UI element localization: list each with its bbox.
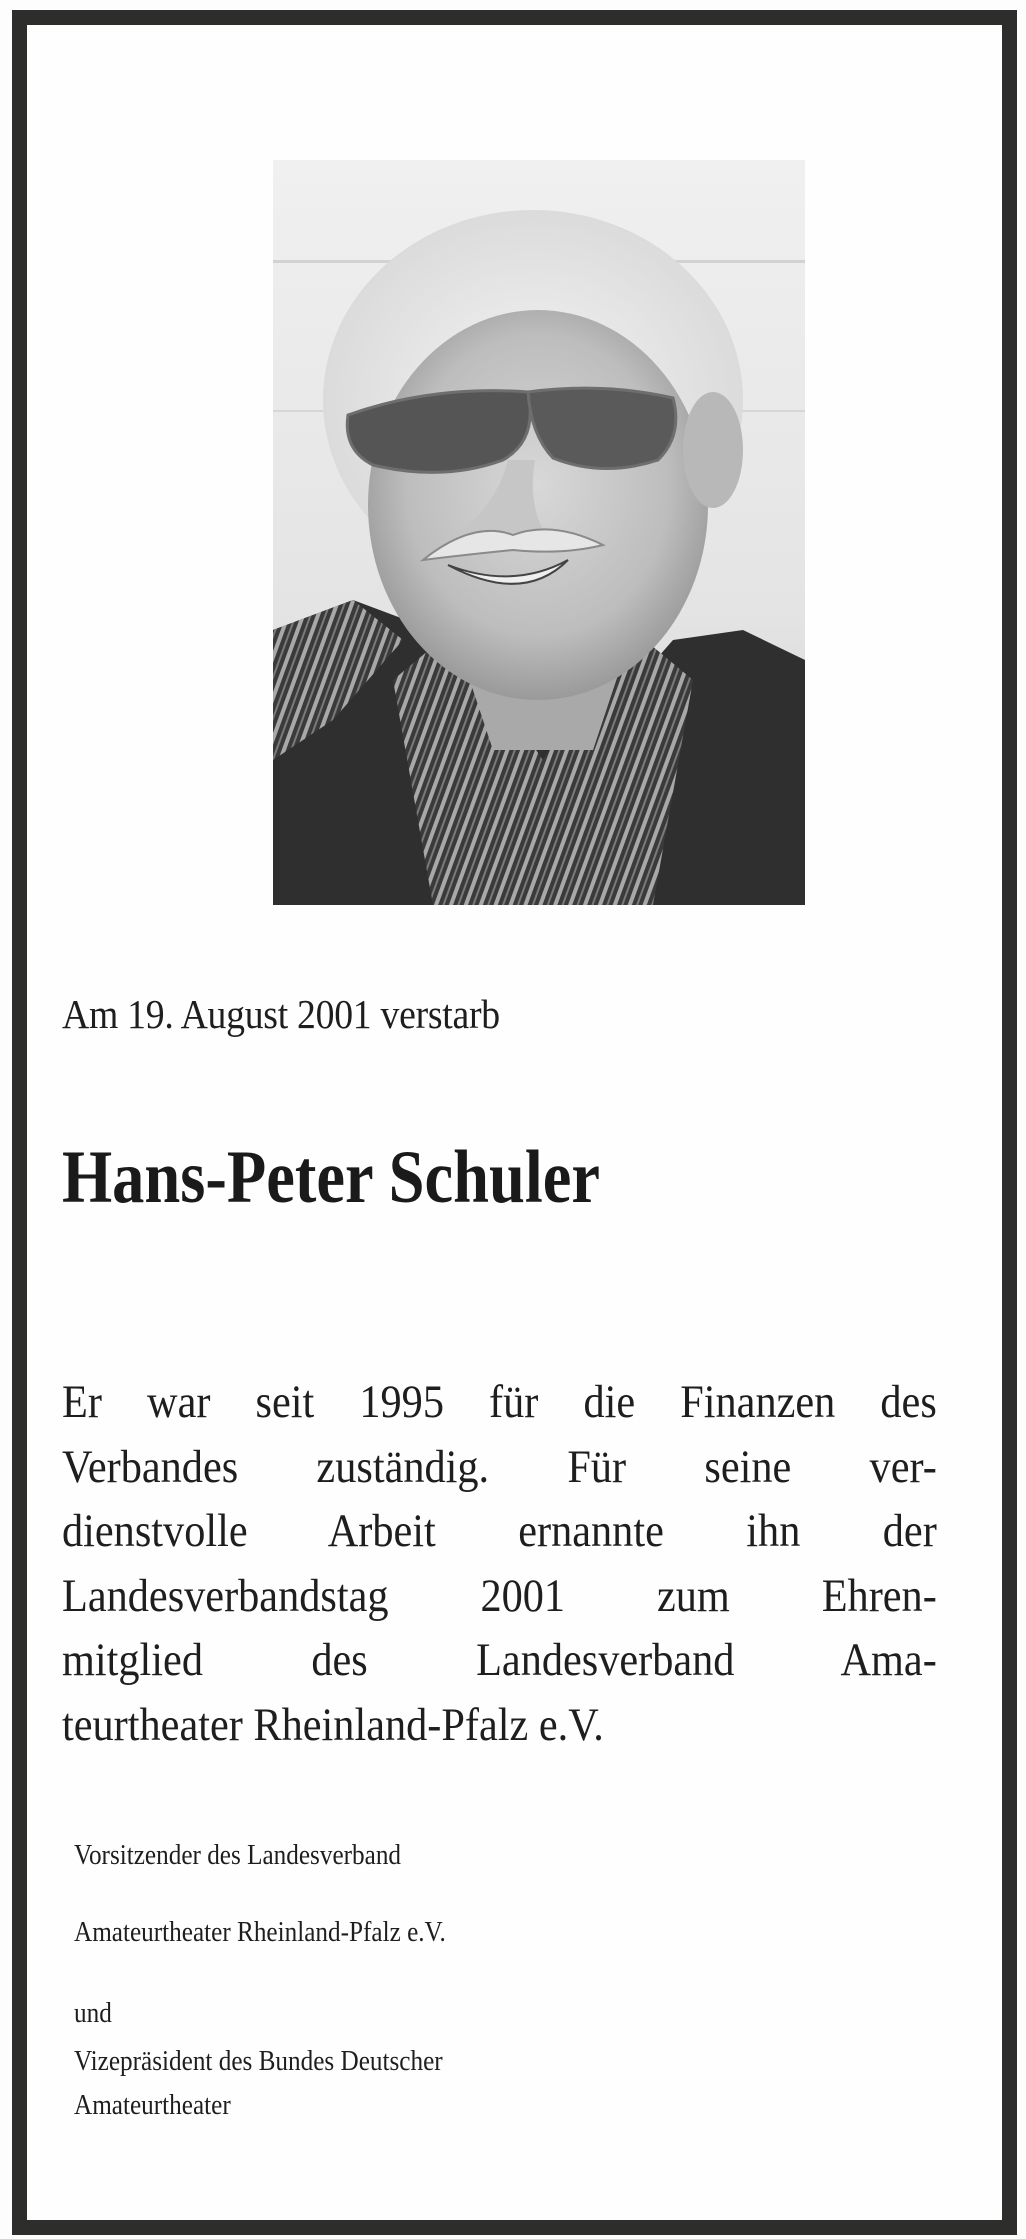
deceased-name: Hans-Peter Schuler: [62, 1136, 601, 1219]
signature-line: Amateurtheater Rheinland-Pfalz e.V.: [74, 1917, 446, 1948]
portrait-image-icon: [273, 160, 805, 905]
biography-paragraph: [62, 1370, 937, 1757]
signature-line: und: [74, 1998, 112, 2029]
signature-line: Vorsitzender des Landesverband: [74, 1840, 402, 1871]
signature-line: Amateurtheater: [74, 2090, 231, 2121]
bio-line: Verbandes zuständig. Für seine ver-: [62, 1440, 937, 1493]
portrait-photo: [273, 160, 805, 905]
bio-line: Er war seit 1995 für die Finanzen des: [62, 1376, 937, 1428]
death-date-line: Am 19. August 2001 verstarb: [62, 991, 500, 1037]
bio-line: teurtheater Rheinland-Pfalz e.V.: [62, 1698, 604, 1751]
bio-line: Landesverbandstag 2001 zum Ehren-: [62, 1569, 937, 1622]
signature-line: Vizepräsident des Bundes Deutscher: [74, 2046, 443, 2077]
bio-line: mitglied des Landesverband Ama-: [62, 1634, 937, 1686]
bio-line: dienstvolle Arbeit ernannte ihn der: [62, 1505, 937, 1557]
